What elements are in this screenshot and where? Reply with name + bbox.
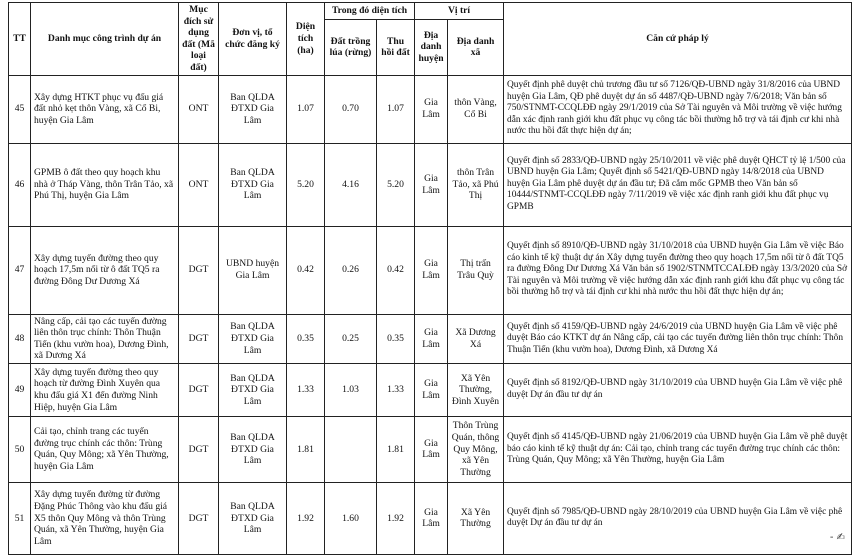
cell-commune: Xã Yên Thường, Đình Xuyên [448,363,504,416]
cell-recover: 1.92 [377,482,415,554]
cell-purpose: DGT [179,314,219,363]
cell-area: 0.42 [287,226,325,314]
cell-rice: 0.26 [325,226,377,314]
cell-rice: 1.03 [325,363,377,416]
cell-commune: Xã Dương Xá [448,314,504,363]
cell-district: Gia Lâm [415,314,448,363]
header-area: Diện tích (ha) [287,3,325,76]
cell-rice: 0.70 [325,75,377,143]
cell-recover: 1.33 [377,363,415,416]
cell-unit: Ban QLDA ĐTXD Gia Lâm [219,416,287,482]
cell-tt: 45 [9,75,31,143]
cell-district: Gia Lâm [415,75,448,143]
cell-recover: 1.81 [377,416,415,482]
cell-purpose: DGT [179,226,219,314]
cell-legal: Quyết định số 8192/QĐ-UBND ngày 31/10/2019 của UBND huyện Gia Lâm về việc phê duyệt Dự án đầu tư dự án [504,363,852,416]
cell-project: Xây dựng tuyến đường từ đường Đặng Phúc Thông vào khu đấu giá X5 thôn Quy Mông và thôn Trùng Quán, xã Yên Thường, huyện Gia Lâm [31,482,179,554]
cell-area: 1.81 [287,416,325,482]
cell-district: Gia Lâm [415,363,448,416]
cell-tt: 51 [9,482,31,554]
cell-legal: Quyết định số 7985/QĐ-UBND ngày 28/10/2019 của UBND huyện Gia Lâm về việc phê duyệt Dự án đầu tư dự án [504,482,852,554]
table-row [9,143,852,226]
cell-district: Gia Lâm [415,482,448,554]
cell-project: Cải tạo, chỉnh trang các tuyến đường trục chính các thôn: Trùng Quán, Quy Mông; xã Yên Thường, huyện Gia Lâm [31,416,179,482]
cell-project: Xây dựng tuyến đường theo quy hoạch từ đường Đình Xuyên qua khu đấu giá X1 đến đường Ninh Hiệp, huyện Gia Lâm [31,363,179,416]
cell-unit: Ban QLDA ĐTXD Gia Lâm [219,314,287,363]
cell-purpose: DGT [179,416,219,482]
cell-legal: Quyết định phê duyệt chủ trương đầu tư số 7126/QĐ-UBND ngày 31/8/2016 của UBND huyện Gia Lâm, QĐ phê duyệt dự án số 4487/QĐ-UBND ngày 7/6/2018; Văn bản số 750/STNMT-CCQLĐĐ ngày 29/1/2019 của Sở Tài nguyên và Môi trường về việc hướng dẫn xác định ranh giới khu đất phục vụ công tác bồi thường hỗ trợ và tái định cư khi nhà nước thu hồi đất thực hiện dự án; [504,75,852,143]
cell-purpose: ONT [179,75,219,143]
cell-commune: Thôn Trùng Quán, thông Quy Mông, xã Yên Thường [448,416,504,482]
cell-legal: Quyết định số 4145/QĐ-UBND ngày 21/06/2019 của UBND huyện Gia Lâm về phê duyệt báo cáo kinh tế kỹ thuật dự án: Cải tạo, chỉnh trang các tuyến đường trục chính các thôn: Trùng Quán, Quy Mông; xã Yên Thường, huyện Gia Lâm [504,416,852,482]
header-project: Danh mục công trình dự án [31,3,179,76]
header-recover: Thu hồi đất [377,20,415,76]
cell-purpose: ONT [179,143,219,226]
cell-area: 5.20 [287,143,325,226]
cell-unit: UBND huyện Gia Lâm [219,226,287,314]
cell-purpose: DGT [179,482,219,554]
cell-project: GPMB ô đất theo quy hoạch khu nhà ở Tháp Vàng, thôn Trân Tảo, xã Phú Thị, huyện Gia Lâm [31,143,179,226]
cell-tt: 46 [9,143,31,226]
cell-district: Gia Lâm [415,143,448,226]
cell-tt: 47 [9,226,31,314]
cell-purpose: DGT [179,363,219,416]
cell-rice: 0.25 [325,314,377,363]
cell-recover: 0.42 [377,226,415,314]
header-rice: Đất trồng lúa (rừng) [325,20,377,76]
cell-area: 1.07 [287,75,325,143]
cell-project: Xây dựng HTKT phục vụ đấu giá đất nhỏ kẹt thôn Vàng, xã Cổ Bi, huyện Gia Lâm [31,75,179,143]
cell-tt: 49 [9,363,31,416]
cell-legal: Quyết định số 2833/QĐ-UBND ngày 25/10/2011 về việc phê duyệt QHCT tỷ lệ 1/500 của UBND huyện Gia Lâm; Quyết định số 5421/QĐ-UBND ngày 14/8/2018 của UBND huyện Gia Lâm phê duyệt dự án đầu tư; Đã cắm mốc GPMB theo Văn bản số 10444/STNMT-CCQLĐĐ ngày 7/11/2019 về việc xác định ranh giới khu đất phục vụ GPMB [504,143,852,226]
cell-tt: 48 [9,314,31,363]
cell-legal: Quyết định số 4159/QĐ-UBND ngày 24/6/2019 của UBND huyện Gia Lâm về việc phê duyệt Báo cáo KTKT dự án Nâng cấp, cải tạo các tuyến đường liên thôn trục chính: Thôn Thuận Tiến (khu vườn hoa), Dương Đình, xã Dương Xá [504,314,852,363]
cell-project: Nâng cấp, cải tạo các tuyến đường liên thôn trục chính: Thôn Thuận Tiến (khu vườn hoa), Dương Đình, xã Dương Xá [31,314,179,363]
header-legal: Căn cứ pháp lý [504,3,852,76]
cell-unit: Ban QLDA ĐTXD Gia Lâm [219,363,287,416]
table-row [9,416,852,482]
page-mark: - ✍ [829,532,845,543]
cell-project: Xây dựng tuyến đường theo quy hoạch 17,5m nối từ ô đất TQ5 ra đường Đông Dư Dương Xá [31,226,179,314]
table-row [9,482,852,554]
cell-area: 0.35 [287,314,325,363]
cell-rice: 4.16 [325,143,377,226]
cell-unit: Ban QLDA ĐTXD Gia Lâm [219,75,287,143]
document-sheet [8,2,851,555]
table-row [9,363,852,416]
cell-recover: 0.35 [377,314,415,363]
cell-rice [325,416,377,482]
cell-commune: thôn Trân Tảo, xã Phú Thị [448,143,504,226]
header-location-group: Vị trí [415,3,504,20]
cell-unit: Ban QLDA ĐTXD Gia Lâm [219,482,287,554]
cell-commune: Xã Yên Thường [448,482,504,554]
header-commune: Địa danh xã [448,20,504,76]
header-district: Địa danh huyện [415,20,448,76]
cell-recover: 5.20 [377,143,415,226]
cell-unit: Ban QLDA ĐTXD Gia Lâm [219,143,287,226]
cell-rice: 1.60 [325,482,377,554]
header-tt: TT [9,3,31,76]
cell-legal: Quyết định số 8910/QĐ-UBND ngày 31/10/2018 của UBND huyện Gia Lâm về việc Báo cáo kinh tế kỹ thuật dự án Xây dựng tuyến đường theo quy hoạch 17,5m nối từ ô đất TQ5 ra đường Đông Dư Dương Xá Văn bản số 1902/STNMTCCALĐĐ ngày 13/3/2020 của Sở Tài nguyên và Môi trường về việc hướng dẫn xác định ranh giới khu đất phục vụ công tác bồi thường hỗ trợ và tái định cư khi nhà nước thu hồi đất thực hiện dự án; [504,226,852,314]
table-row [9,314,852,363]
header-in-area-group: Trong đó diện tích [325,3,415,20]
cell-recover: 1.07 [377,75,415,143]
cell-district: Gia Lâm [415,416,448,482]
cell-area: 1.92 [287,482,325,554]
header-purpose: Mục đích sử dụng đất (Mã loại đất) [179,3,219,76]
cell-district: Gia Lâm [415,226,448,314]
cell-tt: 50 [9,416,31,482]
cell-area: 1.33 [287,363,325,416]
project-table [8,2,852,555]
table-row [9,75,852,143]
table-row [9,226,852,314]
cell-commune: thôn Vàng, Cổ Bi [448,75,504,143]
header-unit: Đơn vị, tổ chức đăng ký [219,3,287,76]
cell-commune: Thị trấn Trâu Quỳ [448,226,504,314]
